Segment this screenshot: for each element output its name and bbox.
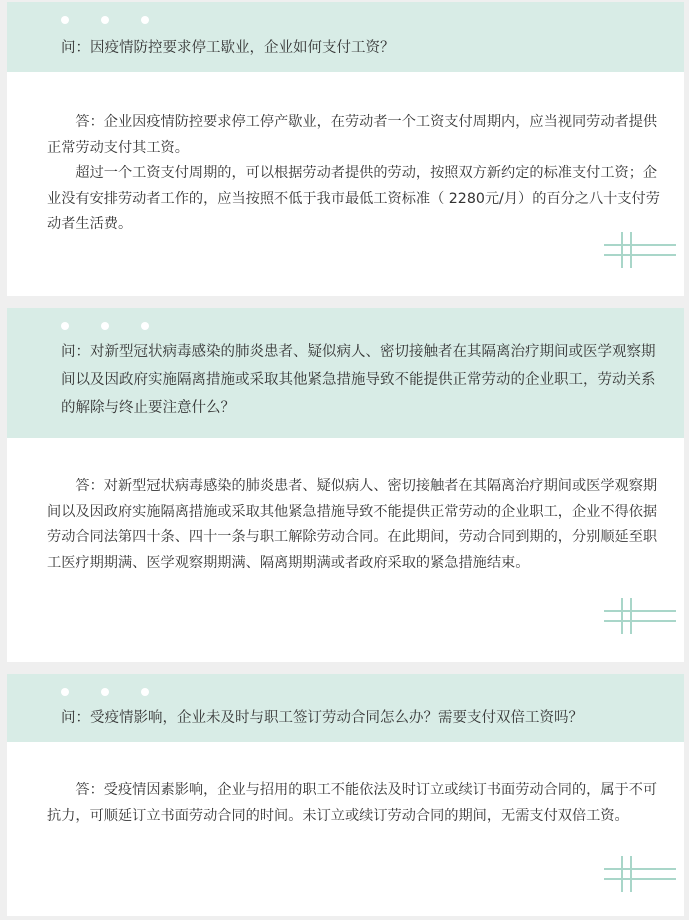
- dot: [101, 322, 109, 330]
- answer-paragraph: 答：对新型冠状病毒感染的肺炎患者、疑似病人、密切接触者在其隔离治疗期间或医学观察期间以及因政府实施隔离措施或采取其他紧急措施导致不能提供正常劳动的企业职工，企业不得依据劳动合同法第四十条、四十一条与职工解除劳动合同。在此期间，劳动合同到期的，分别顺延至职工医疗期期满、医学观察期期满、隔离期期满或者政府采取的紧急措施结束。: [47, 478, 658, 571]
- question-band: [7, 674, 684, 742]
- qa-card-3: [7, 674, 684, 916]
- question-text: 问：因疫情防控要求停工歇业，企业如何支付工资？: [61, 40, 395, 56]
- dot: [141, 16, 149, 24]
- dot: [101, 16, 109, 24]
- dot: [61, 688, 69, 696]
- qa-card-2: [7, 308, 684, 662]
- answer-area: [7, 72, 684, 296]
- answer-paragraph: 答：企业因疫情防控要求停工停产歇业，在劳动者一个工资支付周期内，应当视同劳动者提供正常劳动支付其工资。: [47, 114, 658, 156]
- question-text: 问：对新型冠状病毒感染的肺炎患者、疑似病人、密切接触者在其隔离治疗期间或医学观察期间以及因政府实施隔离措施或采取其他紧急措施导致不能提供正常劳动的企业职工，劳动关系的解除与终止要注意什么？: [61, 344, 656, 416]
- hash-decoration-icon: [604, 232, 676, 270]
- dot: [61, 322, 69, 330]
- answer-paragraph: 答：受疫情因素影响，企业与招用的职工不能依法及时订立或续订书面劳动合同的，属于不可抗力，可顺延订立书面劳动合同的时间。未订立或续订劳动合同的期间，无需支付双倍工资。: [47, 782, 658, 824]
- dot-row: [61, 322, 161, 330]
- dot: [61, 16, 69, 24]
- answer-area: [7, 438, 684, 662]
- question-band: [7, 308, 684, 438]
- dot: [141, 322, 149, 330]
- question-band: [7, 2, 684, 72]
- dot: [141, 688, 149, 696]
- answer-area: [7, 742, 684, 916]
- dot: [101, 688, 109, 696]
- dot-row: [61, 688, 161, 696]
- answer-paragraph: 超过一个工资支付周期的，可以根据劳动者提供的劳动，按照双方新约定的标准支付工资；企业没有安排劳动者工作的，应当按照不低于我市最低工资标准（ 2280元/月）的百分之八十支付劳动者生活费。: [47, 165, 660, 232]
- hash-decoration-icon: [604, 598, 676, 636]
- hash-decoration-icon: [604, 856, 676, 894]
- question-text: 问：受疫情影响，企业未及时与职工签订劳动合同怎么办？需要支付双倍工资吗？: [61, 710, 583, 726]
- dot-row: [61, 16, 161, 24]
- qa-card-1: [7, 2, 684, 296]
